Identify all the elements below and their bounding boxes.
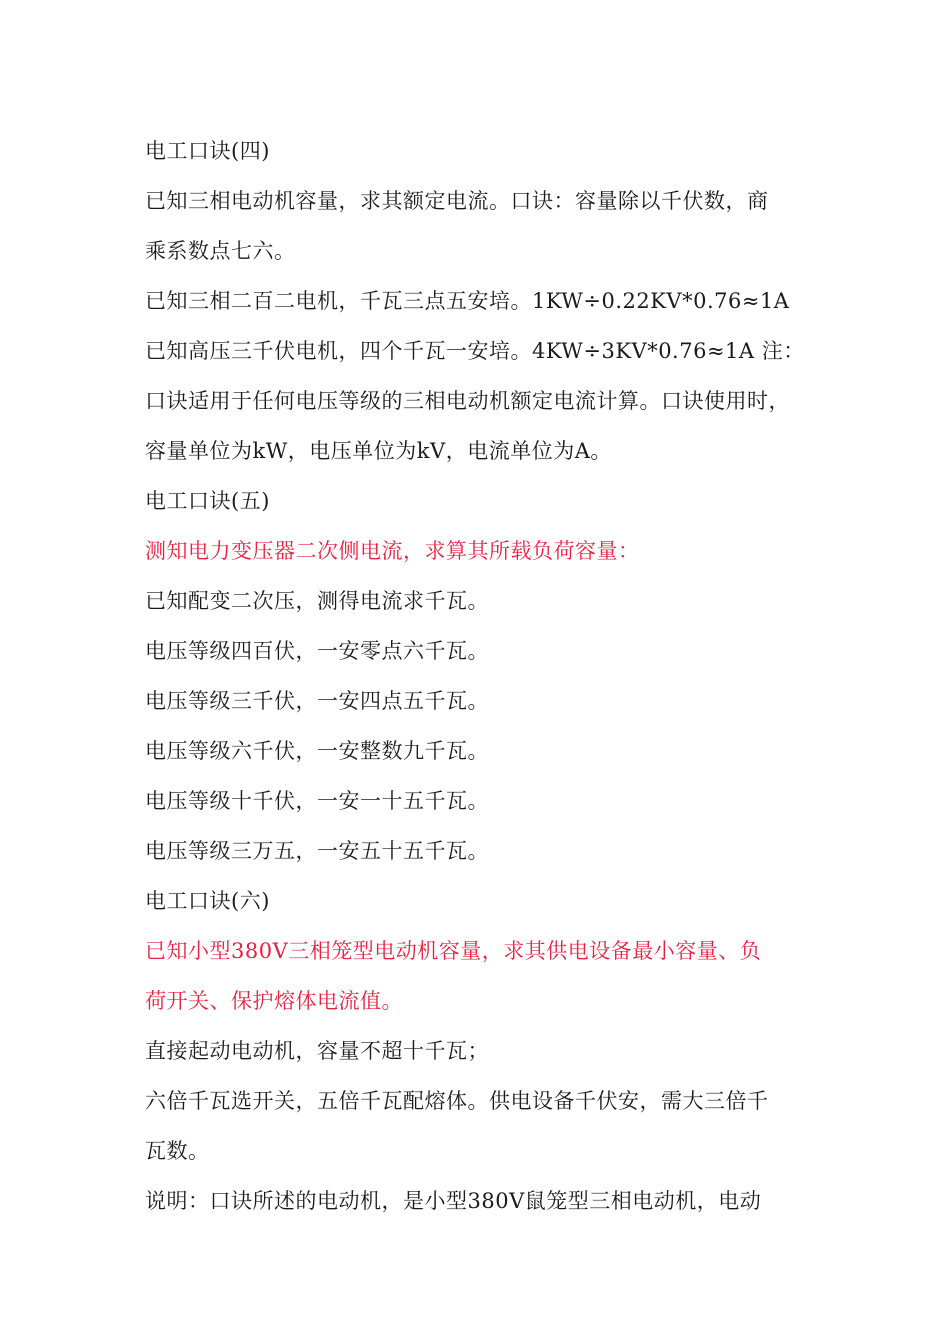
paragraph-line: 电压等级三千伏，一安四点五千瓦。 <box>145 689 489 713</box>
highlighted-line: 荷开关、保护熔体电流值。 <box>145 989 403 1013</box>
section-heading-6: 电工口诀(六) <box>145 889 270 913</box>
paragraph-line: 电压等级六千伏，一安整数九千瓦。 <box>145 739 489 763</box>
section-heading-5: 电工口诀(五) <box>145 489 270 513</box>
highlighted-line: 测知电力变压器二次侧电流，求算其所载负荷容量： <box>145 539 640 563</box>
highlighted-line: 已知小型380V三相笼型电动机容量，求其供电设备最小容量、负 <box>145 939 762 963</box>
paragraph-line: 已知高压三千伏电机，四个千瓦一安培。4KW÷3KV*0.76≈1A 注： <box>145 339 805 363</box>
paragraph-line: 直接起动电动机，容量不超十千瓦； <box>145 1039 489 1063</box>
paragraph-line: 已知三相二百二电机，千瓦三点五安培。1KW÷0.22KV*0.76≈1A <box>145 289 790 313</box>
paragraph-line: 六倍千瓦选开关，五倍千瓦配熔体。供电设备千伏安，需大三倍千 <box>145 1089 769 1113</box>
paragraph-line: 乘系数点七六。 <box>145 239 296 263</box>
document-body <box>145 126 825 1226</box>
paragraph-line: 电压等级四百伏，一安零点六千瓦。 <box>145 639 489 663</box>
paragraph-line: 口诀适用于任何电压等级的三相电动机额定电流计算。口诀使用时， <box>145 389 790 413</box>
paragraph-line: 电压等级十千伏，一安一十五千瓦。 <box>145 789 489 813</box>
section-heading-4: 电工口诀(四) <box>145 139 270 163</box>
paragraph-line: 说明：口诀所述的电动机，是小型380V鼠笼型三相电动机，电动 <box>145 1189 762 1213</box>
paragraph-line: 电压等级三万五，一安五十五千瓦。 <box>145 839 489 863</box>
paragraph-line: 瓦数。 <box>145 1139 210 1163</box>
paragraph-line: 已知配变二次压，测得电流求千瓦。 <box>145 589 489 613</box>
paragraph-line: 已知三相电动机容量，求其额定电流。口诀：容量除以千伏数，商 <box>145 189 769 213</box>
paragraph-line: 容量单位为kW，电压单位为kV，电流单位为A。 <box>145 439 612 463</box>
